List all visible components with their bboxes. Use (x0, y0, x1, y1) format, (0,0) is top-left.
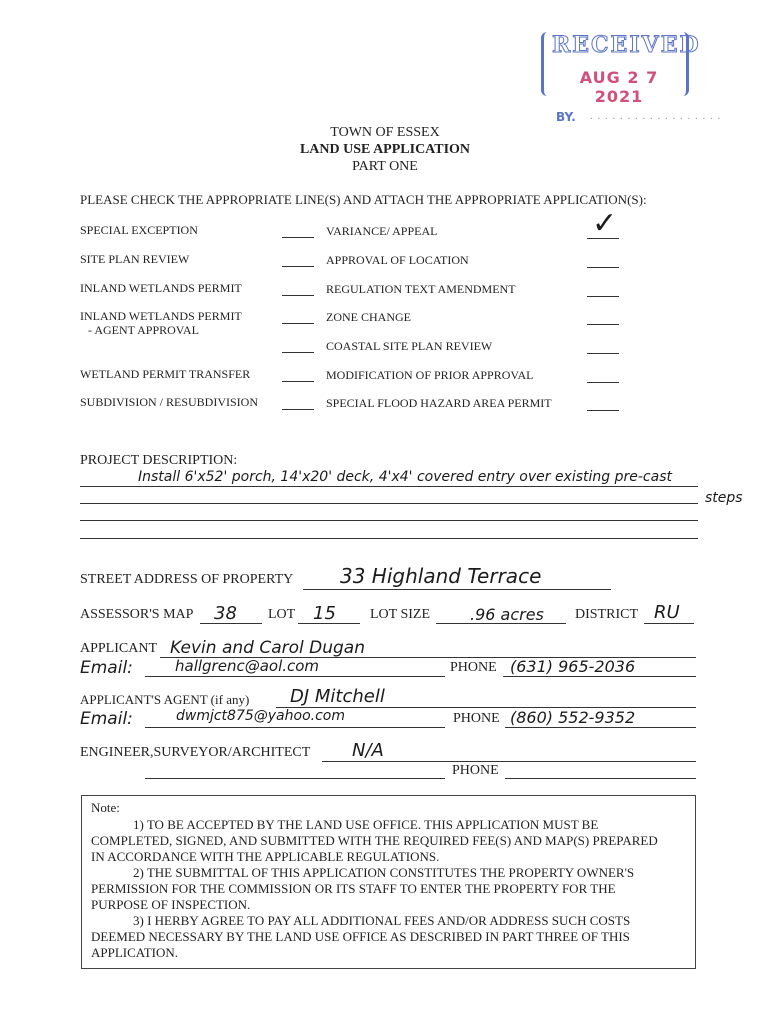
street-address-line (303, 589, 611, 590)
agent-name-value[interactable]: DJ Mitchell (290, 686, 385, 707)
lot-size-label: LOT SIZE (370, 607, 431, 622)
engineer-second-line (145, 778, 445, 779)
option-special-exception: SPECIAL EXCEPTION (80, 223, 198, 237)
option-wetland-permit-transfer: WETLAND PERMIT TRANSFER (80, 367, 251, 381)
project-line-2 (80, 503, 698, 504)
variance-check-mark: ✓ (592, 206, 618, 241)
blank-zone-change[interactable] (587, 324, 619, 325)
instruction-text: PLEASE CHECK THE APPROPRIATE LINE(S) AND ATTACH THE APPROPRIATE APPLICATION(S): (80, 192, 647, 207)
applicant-email-line (145, 676, 445, 677)
option-zone-change: ZONE CHANGE (326, 310, 411, 324)
blank-modification[interactable] (587, 382, 619, 383)
option-site-plan-review: SITE PLAN REVIEW (80, 252, 190, 266)
assessors-map-label: ASSESSOR'S MAP (80, 607, 194, 622)
blank-flood-hazard[interactable] (587, 410, 619, 411)
option-variance-appeal: VARIANCE/ APPEAL (326, 224, 438, 238)
applicant-name-value[interactable]: Kevin and Carol Dugan (170, 638, 366, 658)
note-line-4: 2) THE SUBMITTAL OF THIS APPLICATION CONSTITUTES THE PROPERTY OWNER'S (133, 865, 635, 880)
project-line-1 (80, 486, 698, 487)
note-title: Note: (91, 800, 120, 815)
option-subdivision: SUBDIVISION / RESUBDIVISION (80, 395, 259, 409)
blank-coastal-left[interactable] (282, 352, 314, 353)
district-label: DISTRICT (575, 607, 638, 622)
option-inland-wetlands-permit: INLAND WETLANDS PERMIT (80, 281, 242, 295)
blank-coastal-site[interactable] (587, 353, 619, 354)
town-name: TOWN OF ESSEX (330, 125, 440, 140)
agent-phone-value[interactable]: (860) 552-9352 (510, 708, 636, 727)
project-description-value[interactable]: Install 6'x52' porch, 14'x20' deck, 4'x4' covered entry over existing pre-cast (138, 469, 672, 485)
lot-size-value[interactable]: .96 acres (470, 605, 544, 624)
agent-email-label: Email: (80, 709, 133, 729)
blank-agent-approval[interactable] (282, 323, 314, 324)
assessors-map-value[interactable]: 38 (214, 603, 237, 624)
note-line-6: PURPOSE OF INSPECTION. (91, 897, 251, 912)
option-approval-of-location: APPROVAL OF LOCATION (326, 253, 469, 267)
stamp-date: AUG 2 7 2021 (579, 68, 659, 106)
blank-regulation-text[interactable] (587, 296, 619, 297)
option-inland-wetlands-agent: INLAND WETLANDS PERMIT (80, 309, 242, 323)
form-part: PART ONE (352, 159, 418, 174)
blank-wetland-transfer[interactable] (282, 381, 314, 382)
applicant-phone-value[interactable]: (631) 965-2036 (510, 657, 636, 676)
note-line-9: APPLICATION. (91, 945, 179, 960)
agent-phone-label: PHONE (453, 711, 500, 726)
engineer-phone-line (505, 778, 696, 779)
applicant-phone-label: PHONE (450, 660, 497, 675)
applicant-label: APPLICANT (80, 641, 158, 656)
note-line-1: 1) TO BE ACCEPTED BY THE LAND USE OFFICE. THIS APPLICATION MUST BE (133, 817, 599, 832)
lot-value[interactable]: 15 (313, 603, 336, 624)
engineer-line (322, 761, 696, 762)
note-line-8: DEEMED NECESSARY BY THE LAND USE OFFICE AS DESCRIBED IN PART THREE OF THIS (91, 929, 630, 944)
applicant-email-label: Email: (80, 658, 133, 678)
district-line (644, 623, 694, 624)
note-line-3: IN ACCORDANCE WITH THE APPLICABLE REGULATIONS. (91, 849, 440, 864)
form-title: LAND USE APPLICATION (299, 142, 471, 157)
option-coastal-site-plan: COASTAL SITE PLAN REVIEW (326, 339, 493, 353)
street-address-value[interactable]: 33 Highland Terrace (340, 564, 542, 588)
agent-label: APPLICANT'S AGENT (if any) (80, 692, 250, 707)
blank-subdivision[interactable] (282, 409, 314, 410)
stamp-by-dotted-line: . . . . . . . . . . . . . . . . . . (590, 110, 722, 122)
stamp-title: RECEIVED (552, 32, 701, 58)
project-description-value-cont[interactable]: steps (705, 490, 743, 506)
blank-approval-location[interactable] (587, 267, 619, 268)
agent-phone-line (505, 727, 696, 728)
assessors-map-line (200, 623, 262, 624)
project-description-label: PROJECT DESCRIPTION: (80, 453, 238, 468)
blank-site-plan-review[interactable] (282, 266, 314, 267)
engineer-value[interactable]: N/A (352, 740, 384, 761)
lot-label: LOT (268, 607, 296, 622)
agent-email-line (145, 727, 445, 728)
project-line-3 (80, 520, 698, 521)
note-line-7: 3) I HERBY AGREE TO PAY ALL ADDITIONAL FEES AND/OR ADDRESS SUCH COSTS (133, 913, 631, 928)
stamp-by-label: BY. (556, 110, 576, 124)
applicant-email-value[interactable]: hallgrenc@aol.com (175, 657, 320, 675)
option-flood-hazard: SPECIAL FLOOD HAZARD AREA PERMIT (326, 396, 552, 410)
agent-email-value[interactable]: dwmjct875@yahoo.com (176, 708, 345, 724)
option-regulation-text-amendment: REGULATION TEXT AMENDMENT (326, 282, 516, 296)
district-value[interactable]: RU (654, 602, 680, 623)
applicant-phone-line (503, 676, 696, 677)
street-address-label: STREET ADDRESS OF PROPERTY (80, 572, 294, 587)
note-line-2: COMPLETED, SIGNED, AND SUBMITTED WITH THE REQUIRED FEE(S) AND MAP(S) PREPARED (91, 833, 658, 848)
engineer-label: ENGINEER,SURVEYOR/ARCHITECT (80, 745, 311, 760)
option-agent-approval-sub: - AGENT APPROVAL (88, 323, 199, 337)
note-line-5: PERMISSION FOR THE COMMISSION OR ITS STAFF TO ENTER THE PROPERTY FOR THE (91, 881, 616, 896)
option-modification-prior: MODIFICATION OF PRIOR APPROVAL (326, 368, 534, 382)
lot-line (298, 623, 360, 624)
received-stamp (541, 32, 701, 106)
engineer-phone-label: PHONE (452, 763, 499, 778)
blank-special-exception[interactable] (282, 237, 314, 238)
lot-size-line (436, 623, 566, 624)
blank-inland-wetlands[interactable] (282, 295, 314, 296)
project-line-4 (80, 538, 698, 539)
